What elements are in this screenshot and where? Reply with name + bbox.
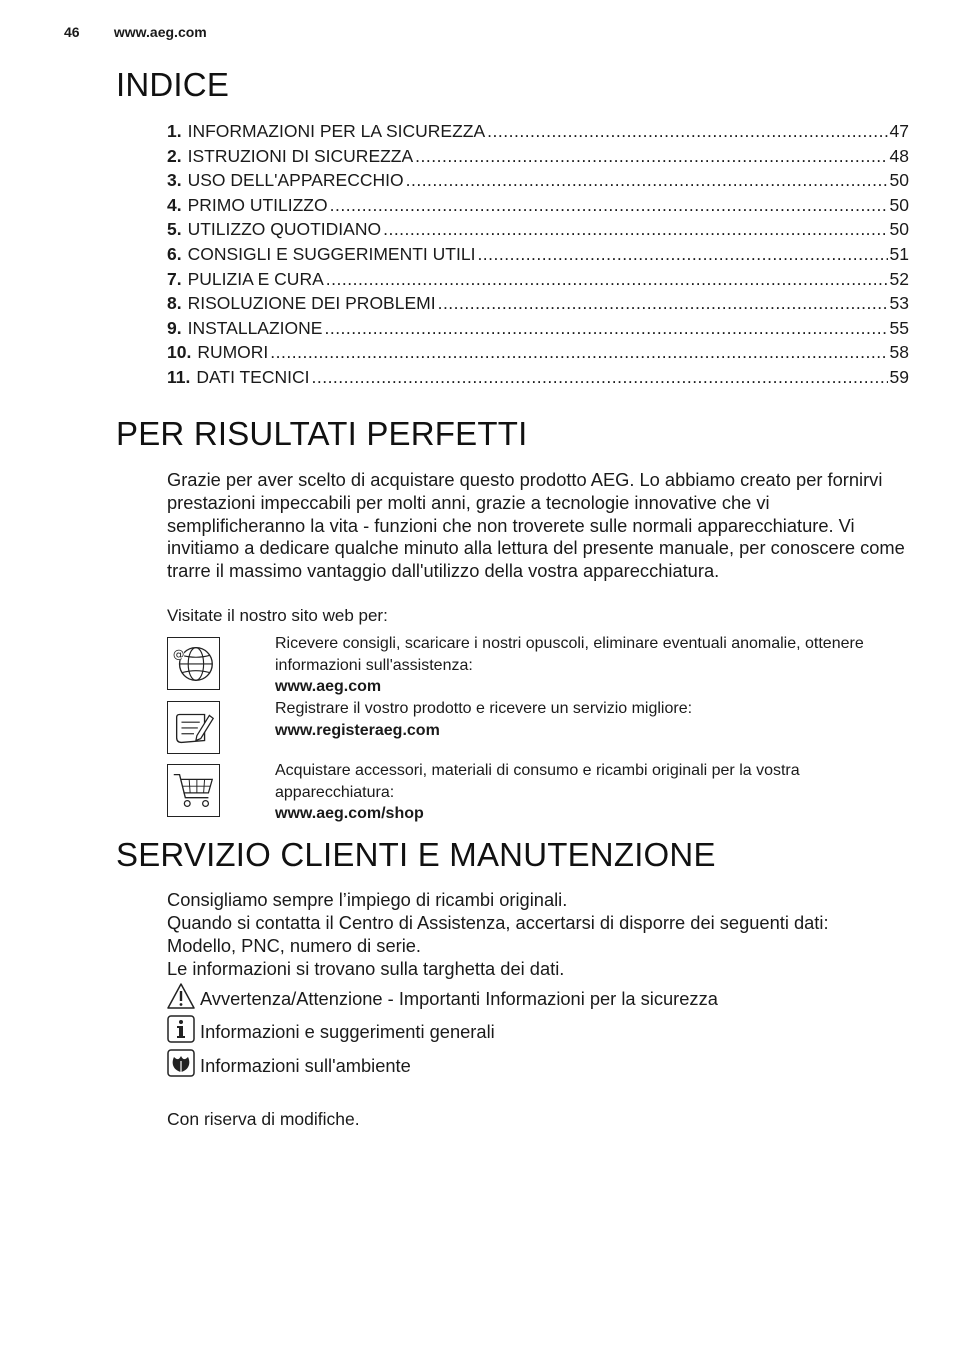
toc-entry-page: 50 [889, 219, 909, 240]
header-site-link[interactable]: www.aeg.com [113, 24, 207, 40]
legend-warning-text: Avvertenza/Attenzione - Importanti Informazioni per la sicurezza [200, 988, 718, 1009]
toc-entry-number: 9. [167, 317, 182, 338]
toc-entry-leader [406, 170, 888, 191]
toc-entry-leader [415, 146, 887, 167]
toc-entry-label: RUMORI [197, 342, 269, 363]
page-number: 46 [64, 24, 80, 40]
toc-entry-page: 51 [889, 243, 909, 264]
table-of-contents [167, 121, 909, 392]
toc-entry-number: 3. [167, 170, 182, 191]
toc-entry-label: DATI TECNICI [196, 366, 310, 387]
aeg-site-link[interactable]: www.aeg.com [275, 678, 382, 695]
servizio-title: SERVIZIO CLIENTI E MANUTENZIONE [116, 836, 716, 873]
toc-entry-label: ISTRUZIONI DI SICUREZZA [187, 145, 414, 166]
shop-site-link[interactable]: www.aeg.com/shop [275, 805, 424, 822]
toc-entry-number: 11. [167, 366, 191, 387]
toc-entry-page: 53 [889, 293, 909, 314]
toc-entry-page: 50 [889, 194, 909, 215]
toc-entry-label: CONSIGLI E SUGGERIMENTI UTILI [187, 243, 476, 264]
indice-title: INDICE [116, 66, 230, 103]
toc-entry-leader [324, 318, 887, 339]
web-link-text: Acquistare accessori, materiali di consumo e ricambi originali per la vostra apparecchiatura: [275, 762, 800, 801]
toc-entry-leader [438, 293, 888, 314]
risultati-title: PER RISULTATI PERFETTI [116, 415, 528, 452]
toc-entry[interactable] [167, 367, 909, 392]
toc-entry-page: 59 [889, 366, 909, 387]
legend-warning [167, 982, 718, 1010]
web-link-text: Ricevere consigli, scaricare i nostri opuscoli, eliminare eventuali anomalie, ottenere informazioni sull'assistenza: [275, 635, 864, 674]
toc-entry[interactable] [167, 318, 909, 343]
toc-entry[interactable] [167, 244, 909, 269]
legend-environment-text: Informazioni sull'ambiente [200, 1055, 411, 1076]
toc-entry-leader [330, 195, 888, 216]
toc-entry-number: 7. [167, 268, 182, 289]
toc-entry-page: 52 [889, 268, 909, 289]
toc-entry-leader [477, 244, 887, 265]
toc-entry[interactable] [167, 121, 909, 146]
toc-entry-number: 8. [167, 293, 182, 314]
register-document-icon [167, 701, 220, 754]
toc-entry-label: INSTALLAZIONE [187, 317, 323, 338]
toc-entry-page: 55 [889, 317, 909, 338]
page-header [64, 24, 207, 40]
globe-at-icon [167, 637, 220, 690]
toc-entry-number: 1. [167, 121, 182, 141]
servizio-line-3: Le informazioni si trovano sulla targhetta dei dati. [167, 958, 565, 979]
svg-text:@: @ [172, 647, 185, 662]
toc-entry[interactable] [167, 219, 909, 244]
toc-entry-page: 50 [889, 170, 909, 191]
legend-info-text: Informazioni e suggerimenti generali [200, 1021, 495, 1042]
toc-entry-page: 58 [889, 342, 909, 363]
warning-triangle-icon [167, 982, 195, 1010]
toc-entry-leader [383, 219, 887, 240]
toc-entry-leader [487, 121, 887, 142]
toc-entry-leader [270, 342, 887, 363]
shopping-cart-icon [167, 764, 220, 817]
toc-entry-number: 2. [167, 145, 182, 166]
toc-entry[interactable] [167, 293, 909, 318]
toc-entry-number: 10. [167, 342, 192, 363]
toc-entry-number: 6. [167, 243, 182, 264]
web-link-item [275, 698, 895, 741]
toc-entry-page: 48 [889, 145, 909, 166]
environment-leaf-icon [167, 1049, 195, 1077]
toc-entry-label: USO DELL'APPARECCHIO [187, 170, 404, 191]
visit-label: Visitate il nostro sito web per: [167, 606, 388, 625]
toc-entry-label: UTILIZZO QUOTIDIANO [187, 219, 382, 240]
toc-entry[interactable] [167, 195, 909, 220]
footnote: Con riserva di modifiche. [167, 1109, 360, 1129]
legend-environment [167, 1049, 411, 1077]
toc-entry[interactable] [167, 170, 909, 195]
toc-entry[interactable] [167, 269, 909, 294]
servizio-line-1: Consigliamo sempre l’impiego di ricambi originali. [167, 889, 568, 910]
web-link-text: Registrare il vostro prodotto e ricevere un servizio migliore: [275, 700, 693, 717]
toc-entry-page: 47 [889, 121, 909, 141]
servizio-line-2: Quando si contatta il Centro di Assistenza, accertarsi di disporre dei seguenti dati: Modello, PNC, numero di serie. [167, 912, 829, 956]
toc-entry-label: PRIMO UTILIZZO [187, 194, 328, 215]
toc-entry-label: RISOLUZIONE DEI PROBLEMI [187, 293, 436, 314]
toc-entry-label: PULIZIA E CURA [187, 268, 324, 289]
web-link-item [275, 760, 895, 825]
toc-entry-label: INFORMAZIONI PER LA SICUREZZA [187, 121, 486, 141]
info-icon [167, 1015, 195, 1043]
toc-entry[interactable] [167, 342, 909, 367]
toc-entry-leader [311, 367, 887, 388]
toc-entry[interactable] [167, 146, 909, 171]
toc-entry-number: 5. [167, 219, 182, 240]
web-link-item [275, 633, 895, 698]
register-site-link[interactable]: www.registeraeg.com [275, 721, 440, 739]
toc-entry-number: 4. [167, 194, 182, 215]
legend-info [167, 1015, 495, 1043]
toc-entry-leader [326, 269, 888, 290]
intro-paragraph: Grazie per aver scelto di acquistare questo prodotto AEG. Lo abbiamo creato per fornirvi prestazioni impeccabili per molti anni, grazie a tecnologie innovative che vi semplificheranno la vita - funzioni che non troverete sulle normali apparecchiature. Vi invitiamo a dedicare qualche minuto alla lettura del presente manuale, per conoscere come trarre il massimo vantaggio dall'utilizzo della vostra apparecchiatura. [167, 469, 905, 582]
